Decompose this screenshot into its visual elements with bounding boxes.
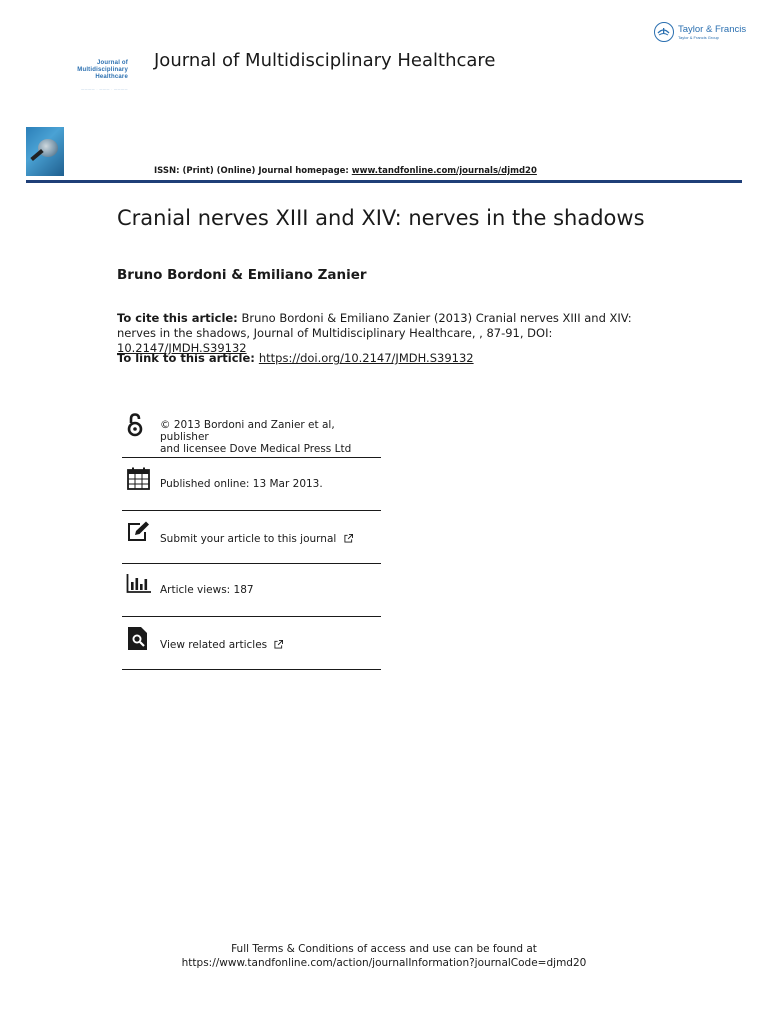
- journal-homepage-link[interactable]: www.tandfonline.com/journals/djmd20: [351, 166, 537, 176]
- submit-row[interactable]: [122, 511, 381, 564]
- license-line1: © 2013 Bordoni and Zanier et al, publisher: [160, 419, 335, 443]
- footer-terms-line: Full Terms & Conditions of access and use can be found at: [231, 943, 537, 955]
- publisher-logo-icon: [654, 22, 674, 42]
- citation-block: [117, 311, 657, 356]
- journal-logo: [52, 60, 128, 93]
- article-views: Article views: 187: [160, 584, 254, 596]
- published-row: [122, 458, 381, 511]
- related-row[interactable]: [122, 617, 381, 670]
- article-doi-url-link[interactable]: https://doi.org/10.2147/JMDH.S39132: [258, 351, 474, 365]
- cite-text: Bruno Bordoni & Emiliano Zanier (2013) Cranial nerves XIII and XIV: nerves in the shadows, Journal of Multidisciplinary Healthcare, , 87-91, DOI:: [117, 311, 632, 340]
- cite-label: To cite this article:: [117, 311, 238, 325]
- article-link-block: [117, 351, 474, 365]
- footer-terms-url[interactable]: https://www.tandfonline.com/action/journalInformation?journalCode=djmd20: [181, 957, 587, 969]
- document-search-icon: [126, 626, 152, 652]
- license-line2: and licensee Dove Medical Press Ltd: [160, 443, 352, 455]
- journal-logo-line1: Journal of: [96, 60, 128, 66]
- journal-logo-ornament: ———— · ——— · ————: [81, 87, 128, 91]
- article-title: Cranial nerves XIII and XIV: nerves in the shadows: [117, 206, 645, 230]
- edit-icon: [126, 520, 152, 546]
- article-authors: Bruno Bordoni & Emiliano Zanier: [117, 267, 367, 283]
- publisher-logo: [654, 22, 746, 42]
- header-divider: [26, 180, 742, 183]
- external-link-icon: [274, 640, 283, 649]
- publisher-name: Taylor & Francis: [678, 23, 747, 35]
- link-label: To link to this article:: [117, 351, 255, 365]
- article-info-list: [122, 405, 381, 670]
- journal-logo-line2: Multidisciplinary: [77, 67, 128, 73]
- doi-link[interactable]: 10.2147/JMDH.S39132: [117, 341, 247, 355]
- journal-cover-image: [26, 127, 64, 176]
- submit-article-link[interactable]: Submit your article to this journal: [160, 533, 337, 545]
- published-date: Published online: 13 Mar 2013.: [160, 478, 323, 490]
- related-articles-link[interactable]: View related articles: [160, 639, 268, 651]
- issn-label: ISSN: (Print) (Online) Journal homepage:: [154, 166, 352, 176]
- views-row: [122, 564, 381, 617]
- external-link-icon: [344, 534, 353, 543]
- journal-logo-line3: Healthcare: [95, 74, 128, 80]
- issn-line: [154, 166, 537, 176]
- license-row: [122, 405, 381, 458]
- journal-title: Journal of Multidisciplinary Healthcare: [154, 50, 496, 71]
- footer: [0, 942, 768, 970]
- open-access-icon: [126, 412, 152, 438]
- bar-chart-icon: [126, 573, 152, 599]
- publisher-group: Taylor & Francis Group: [678, 34, 719, 40]
- calendar-icon: [126, 466, 152, 492]
